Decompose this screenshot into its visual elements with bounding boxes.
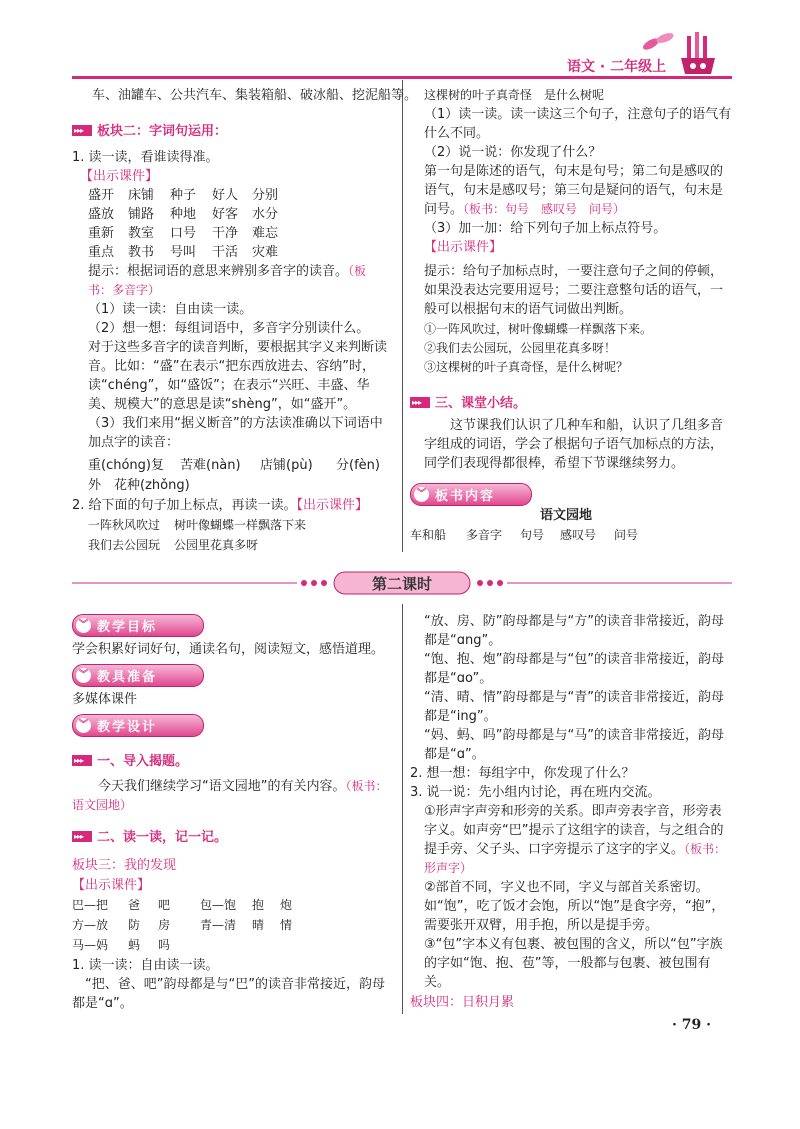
conclusion-2: ②部首不同，字义也不同，字义与部首关系密切。如“饱”，吃了饭才会饱，所以“饱”是食字旁，“抱”，需要张开双臂，用手抱，所以是提手旁。 — [424, 880, 725, 933]
rhyme-2: “饱、抱、炮”韵母都是与“包”的读音非常接近，韵母都是“ɑo”。 — [424, 652, 724, 686]
divider-title: 第二课时 — [371, 575, 432, 593]
word: 干净 — [212, 226, 239, 241]
word: 盛放 — [88, 207, 115, 222]
word: 好客 — [212, 207, 239, 222]
sentence-part: 公园里花真多呀 — [174, 538, 259, 552]
char: 巴—把 — [72, 898, 109, 912]
tip-polyphone — [88, 262, 388, 300]
goal-pill — [72, 614, 204, 637]
c1-text: ①形声字声旁和形旁的关系。即声旁表字音，形旁表字义。如声旁“巴”提示了这组字的读音，与之组合的提手旁、父子头、口字旁提示了这字的字义。 — [424, 804, 724, 857]
r3-text: 第一句是陈述的语气，句末是句号；第二句是感叹的语气，句末是感叹号；第三句是疑问的语气，句末是问号。 — [424, 164, 724, 217]
design-pill — [72, 714, 204, 737]
board-word: 问号 — [614, 528, 639, 542]
board-note: （板书：多音字） — [88, 264, 367, 297]
word: 好人 — [212, 188, 239, 203]
section-read — [72, 826, 227, 845]
board-note: （板书：语文园地） — [72, 779, 388, 812]
word: 种地 — [170, 207, 197, 222]
r2-say: （2）说一说：你发现了什么？ — [424, 145, 602, 160]
conclusion-1 — [424, 802, 732, 878]
word: 种子 — [170, 188, 197, 203]
book-fan-icon — [635, 28, 725, 76]
chevron-down-icon: ︾ — [76, 618, 91, 633]
pron: 苦难(nàn) — [180, 458, 241, 473]
sentence-1 — [88, 516, 306, 535]
show-courseware-1: 【出示课件】 — [80, 169, 159, 184]
show-courseware-2: 【出示课件】 — [296, 498, 369, 513]
rhyme-4: “妈、蚂、吗”韵母都是与“马”的读音非常接近，韵母都是“ɑ”。 — [424, 728, 724, 762]
sentence-part: 树叶像蝴蝶一样飘落下来 — [174, 518, 307, 532]
word: 教室 — [128, 226, 155, 241]
word: 床铺 — [128, 188, 155, 203]
intro-para — [72, 777, 388, 815]
board-word: 感叹号 — [560, 528, 597, 542]
q1-read-2: 1. 读一读：自由读一读。 — [72, 958, 219, 973]
q1-read: （1）读一读：自由读一读。 — [88, 302, 253, 317]
column-divider-bottom — [402, 604, 403, 1014]
page-number: · 79 · — [672, 1017, 711, 1033]
char: 房 — [158, 918, 171, 932]
rhyme-1: “放、房、防”韵母都是与“方”的读音非常接近，韵母都是“ɑng”。 — [424, 614, 724, 648]
pron: 重(chóng)复 — [88, 458, 164, 473]
char: 方—放 — [72, 918, 109, 932]
char: 情 — [280, 918, 293, 932]
word: 教书 — [128, 245, 155, 260]
board-note: （板书：形声字） — [424, 842, 727, 875]
board-title: 语文园地 — [540, 508, 593, 523]
char: 青—清 — [200, 918, 237, 932]
q3-method: （3）我们来用“据义断音”的方法读准确以下词语中加点字的读音： — [88, 416, 383, 450]
header-rule — [72, 76, 732, 79]
pron: 分(fèn) — [336, 458, 380, 473]
section-marker-icon — [410, 397, 430, 408]
header-title: 语文 · 二年级上 — [567, 59, 667, 75]
pill-label: 板书内容 — [435, 489, 496, 504]
board-word: 多音字 — [466, 528, 503, 542]
answer-3: ③这棵树的叶子真奇怪，是什么树呢？ — [424, 360, 629, 374]
show-courseware-4: 【出示课件】 — [72, 878, 151, 893]
conclusion-3: ③“包”字本义有包裹、被包围的含义，所以“包”字族的字如“饱、抱、苞”等，一般都与包裹、被包围有关。 — [424, 937, 723, 990]
chevron-down-icon: ︾ — [76, 718, 91, 733]
section-summary — [410, 392, 526, 411]
word: 难忘 — [252, 226, 279, 241]
char: 爸 — [128, 898, 141, 912]
section-marker-icon — [72, 755, 92, 766]
intro-text: 今天我们继续学习“语文园地”的有关内容。 — [98, 779, 346, 794]
block4-title: 板块四：日积月累 — [410, 995, 515, 1010]
section-marker-icon — [72, 125, 92, 136]
tools-pill — [72, 664, 204, 687]
header-decoration — [635, 28, 725, 76]
pill-label: 教学设计 — [97, 720, 158, 735]
item2 — [72, 496, 368, 515]
sentence-part: 我们去公园玩 — [88, 538, 161, 552]
word: 盛开 — [88, 188, 115, 203]
pron-row-2: 外 花种(zhǒng) — [88, 478, 190, 493]
q3-discuss: 3. 说一说：先小组内讨论，再在班内交流。 — [410, 785, 661, 800]
vehicle-line: 车、油罐车、公共汽车、集装箱船、破冰船、挖泥船等。 — [92, 88, 418, 103]
r4-add — [424, 219, 732, 257]
column-divider-top — [402, 80, 403, 552]
explanation-para: 对于这些多音字的读音判断，要根据其字义来判断读音。比如：“盛”在表示“把东西放进去、容纳”时，读“chéng”，如“盛饭”；在表示“兴旺、丰盛、华美、规模大”的意思是读“shèng”，如“盛开”。 — [88, 340, 388, 412]
r3-answer — [424, 162, 732, 219]
char: 晴 — [252, 918, 265, 932]
goal-text: 学会积累好词好句，通读名句，阅读短文，感悟道理。 — [72, 642, 385, 657]
board-content-pill — [410, 483, 532, 506]
word: 水分 — [252, 207, 279, 222]
answer-1: ①一阵风吹过，树叶像蝴蝶一样飘落下来。 — [424, 322, 653, 336]
section-block2 — [72, 120, 227, 139]
section-marker-icon — [72, 831, 92, 842]
word: 干活 — [212, 245, 239, 260]
lesson-divider — [72, 568, 732, 598]
chevron-down-icon: ︾ — [76, 668, 91, 683]
word: 重点 — [88, 245, 115, 260]
char: 包—饱 — [200, 898, 237, 912]
word: 口号 — [170, 226, 197, 241]
word: 重新 — [88, 226, 115, 241]
board-note: （板书：句号 感叹号 问号） — [463, 202, 626, 216]
pill-label: 教具准备 — [97, 670, 158, 685]
tools-text: 多媒体课件 — [72, 692, 138, 707]
char: 吧 — [158, 898, 171, 912]
char: 蚂 — [128, 938, 141, 952]
answer-2: ②我们去公园玩，公园里花真多呀！ — [424, 341, 617, 355]
show-courseware-3: 【出示课件】 — [424, 240, 503, 255]
char: 抱 — [252, 898, 265, 912]
char: 马—妈 — [72, 938, 109, 952]
section-intro — [72, 750, 188, 769]
r1-read: （1）读一读。读一读这三个句子，注意句子的语气有什么不同。 — [424, 107, 732, 141]
sentence-part: 一阵秋风吹过 — [88, 518, 161, 532]
rhyme-3: “清、晴、情”韵母都是与“青”的读音非常接近，韵母都是“ing”。 — [424, 690, 724, 724]
q2-find: 2. 想一想：每组字中，你发现了什么？ — [410, 766, 635, 781]
chevron-down-icon: ︾ — [414, 487, 429, 502]
word: 号叫 — [170, 245, 197, 260]
board-word: 车和船 — [410, 528, 447, 542]
block3-title: 板块三：我的发现 — [72, 858, 177, 873]
r4-text: （3）加一加：给下列句子加上标点符号。 — [424, 221, 667, 236]
q1-explain: “把、爸、吧”韵母都是与“巴”的读音非常接近，韵母都是“ɑ”。 — [72, 977, 385, 1011]
item1: 1. 读一读，看谁读得准。 — [72, 150, 219, 165]
section-intro-label: 一、导入揭题。 — [97, 754, 189, 769]
section-summary-label: 三、课堂小结。 — [435, 396, 527, 411]
sentence-2 — [88, 536, 258, 555]
section-block2-label: 板块二：字词句运用： — [97, 124, 228, 139]
r5-tip: 提示：给句子加标点时，一要注意句子之间的停顿，如果没表达完要用逗号；二要注意整句话的语气，一般可以根据句末的语气词做出判断。 — [424, 264, 724, 317]
char: 防 — [128, 918, 141, 932]
char: 吗 — [158, 938, 171, 952]
tip-text: 提示：根据词语的意思来辨别多音字的读音。 — [88, 264, 349, 279]
word: 铺路 — [128, 207, 155, 222]
pron: 店铺(pù) — [260, 458, 313, 473]
section-read-label: 二、读一读，记一记。 — [97, 830, 228, 845]
pill-label: 教学目标 — [97, 620, 158, 635]
item2-text: 2. 给下面的句子加上标点，再读一读。 — [72, 498, 297, 513]
summary-para: 这节课我们认识了几种车和船，认识了几组多音字组成的词语，学会了根据句子语气加标点的方法，同学们表现得都很棒，希望下节课继续努力。 — [424, 418, 724, 471]
q2-think: （2）想一想：每组词语中，多音字分别读什么。 — [88, 321, 370, 336]
board-word: 句号 — [520, 528, 545, 542]
char: 炮 — [280, 898, 293, 912]
sentence-3: 这棵树的叶子真奇怪 是什么树呢 — [424, 88, 605, 102]
word: 灾难 — [252, 245, 279, 260]
word: 分别 — [252, 188, 279, 203]
